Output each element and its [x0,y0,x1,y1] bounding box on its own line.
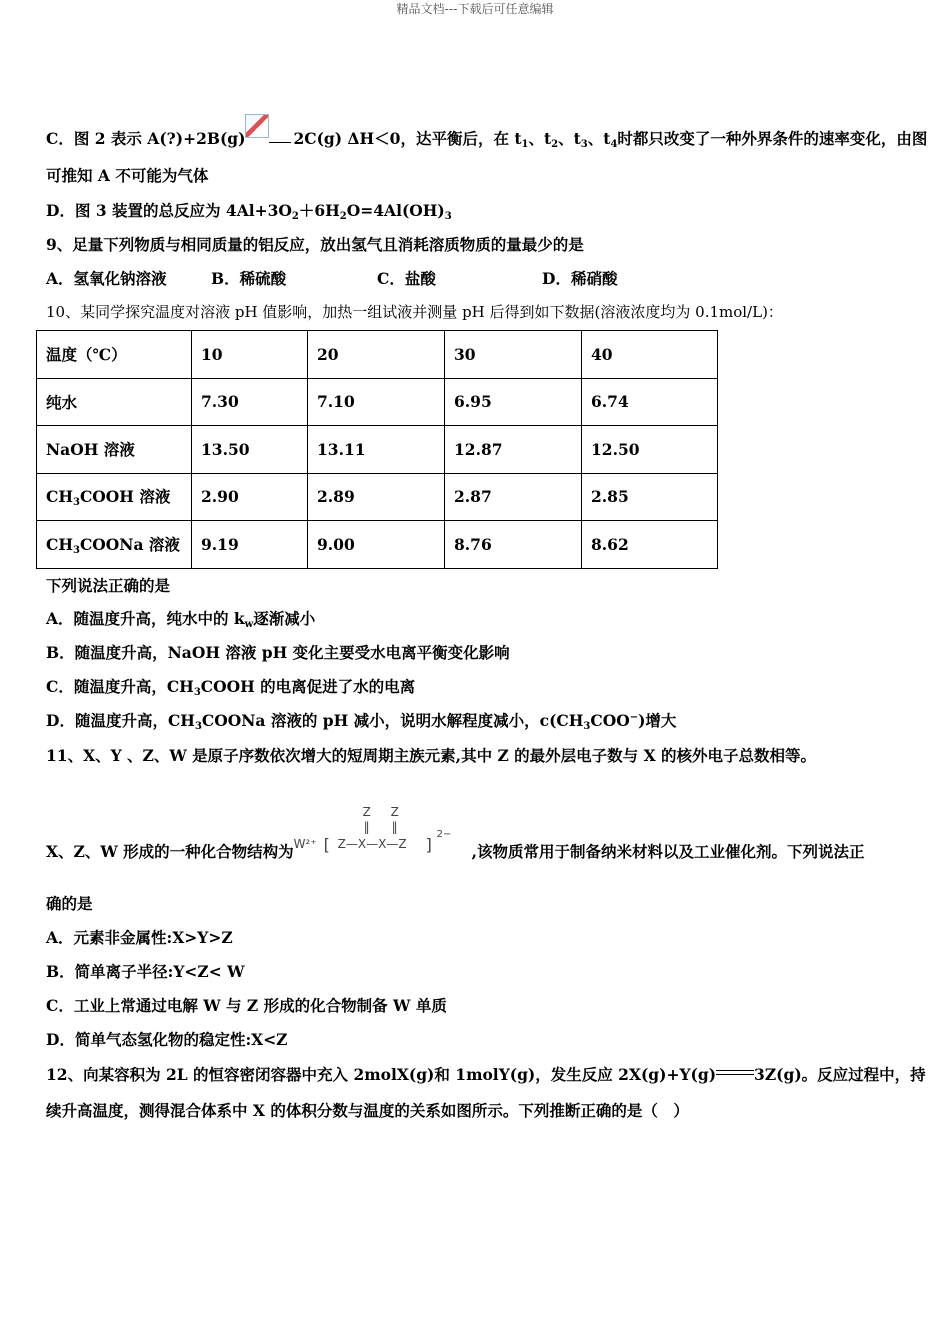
table-cell: 7.10 [308,378,445,426]
q11-option-b: B．简单离子半径:Y<Z< W [46,962,245,981]
table-cell: 20 [308,331,445,379]
sep: 、t [528,129,552,148]
q12-stem [46,1063,926,1085]
sep: 、t [587,129,611,148]
table-cell: 8.76 [445,521,582,569]
q10-lead: 下列说法正确的是 [46,576,171,595]
sub: 3 [580,139,588,150]
text: CH [46,487,73,507]
q8c-text-c: 时都只改变了一种外界条件的速率变化，由图 [617,129,928,148]
table-cell [37,473,192,521]
text: )增大 [638,711,677,730]
sub: 3 [72,497,80,509]
sub: 1 [521,139,529,150]
table-cell: 9.00 [308,521,445,569]
table-cell: 7.30 [192,378,308,426]
text: COOH 溶液 [79,487,171,507]
sub: 3 [193,687,201,698]
table-cell: 13.50 [192,426,308,474]
q9-option-a: A．氢氧化钠溶液 [46,269,167,288]
text: COO [590,711,630,730]
q10-option-a [46,607,315,630]
table-cell: 30 [445,331,582,379]
struct-cation: W²⁺ [293,837,317,851]
text: 12、向某容积为 2L 的恒容密闭容器中充入 2molX(g)和 1molY(g)，发生反应 2X(g)+Y(g) [46,1065,717,1084]
q12-line2: 续升高温度，测得混合体系中 X 的体积分数与温度的关系如图所示。下列推断正确的是（ ） [46,1101,689,1120]
q8c-line2: 可推知 A 不可能为气体 [46,166,209,185]
text: C．随温度升高，CH [46,677,194,696]
text: A．随温度升高，纯水中的 k [46,609,245,628]
table-row [37,426,718,474]
table-header-row [37,331,718,379]
q9-option-d: D．稀硝酸 [542,269,618,288]
sub: 3 [194,721,202,732]
text: ,该物质常用于制备纳米材料以及工业催化剂。下列说法正 [471,842,865,861]
table-cell: 2.85 [582,473,718,521]
sup: − [629,712,639,723]
struct-double-bond-1: ‖ [363,820,370,834]
table-cell: 12.87 [445,426,582,474]
table-cell: 2.89 [308,473,445,521]
text: COONa 溶液的 pH 减小，说明水解程度减小，c(CH [201,711,584,730]
table-cell: 6.95 [445,378,582,426]
struct-chain: Z—X—X—Z [337,837,407,851]
equilibrium-arrow-icon [716,1068,754,1078]
sub: 3 [444,211,452,222]
text: 3Z(g)。反应过程中，持 [754,1065,926,1084]
text: ＋6H [298,201,340,220]
page-header: 精品文档---下载后可任意编辑 [396,2,554,16]
text: D．图 3 装置的总反应为 4Al+3O [46,201,292,220]
table-row [37,521,718,569]
sub: 2 [291,211,299,222]
broken-image-icon [245,114,269,138]
table-cell: 纯水 [37,378,192,426]
struct-right-bracket: ] [425,835,432,854]
table-cell: 40 [582,331,718,379]
table-row [37,378,718,426]
text: X、Z、W 形成的一种化合物结构为 [46,842,294,861]
table-cell: 10 [192,331,308,379]
table-row [37,473,718,521]
ph-data-table [36,330,718,569]
struct-top-atom-1: Z [362,805,371,819]
text: COONa 溶液 [79,534,180,554]
q8-option-d [46,199,452,222]
q10-option-c [46,675,415,698]
equilibrium-line [269,142,291,143]
struct-left-bracket: [ [323,835,330,854]
q9-stem: 9、足量下列物质与相同质量的铝反应，放出氢气且消耗溶质物质的量最少的是 [46,235,584,254]
text: O=4Al(OH) [346,201,445,220]
table-cell: 2.87 [445,473,582,521]
sub: 4 [610,139,618,150]
sep: 、t [558,129,581,148]
table-cell [37,521,192,569]
text: COOH 的电离促进了水的电离 [200,677,416,696]
struct-top-atom-2: Z [390,805,399,819]
q8c-text-a: C．图 2 表示 A(?)+2B(g) [46,129,246,148]
q11-option-a: A．元素非金属性:X>Y>Z [46,928,233,947]
q9-option-c: C．盐酸 [377,269,436,288]
q10-option-d [46,709,676,732]
q10-option-b: B．随温度升高，NaOH 溶液 pH 变化主要受水电离平衡变化影响 [46,643,510,662]
sub: w [244,619,254,630]
sub: 3 [583,721,591,732]
text: D．随温度升高，CH [46,711,195,730]
q9-option-b: B．稀硫酸 [211,269,287,288]
table-cell: 6.74 [582,378,718,426]
q11-line2: 确的是 [46,894,93,913]
struct-charge: 2− [436,829,452,840]
table-cell: 12.50 [582,426,718,474]
q11-option-d: D．简单气态氢化物的稳定性:X<Z [46,1030,288,1049]
q8c-text-b: 2C(g) ΔH＜0，达平衡后，在 t [293,129,522,148]
compound-structure [293,805,472,863]
sub: 2 [339,211,347,222]
sub: 3 [72,544,80,556]
q11-option-c: C．工业上常通过电解 W 与 Z 形成的化合物制备 W 单质 [46,996,447,1015]
table-cell: 9.19 [192,521,308,569]
sub: 2 [551,139,559,150]
q11-structure-line [46,805,865,863]
table-cell: 13.11 [308,426,445,474]
text: CH [46,534,73,554]
text: 逐渐减小 [253,609,316,628]
q11-stem: 11、X、Y 、Z、W 是原子序数依次增大的短周期主族元素,其中 Z 的最外层电子数与 X 的核外电子总数相等。 [46,746,817,765]
struct-double-bond-2: ‖ [391,820,398,834]
q10-stem: 10、某同学探究温度对溶液 pH 值影响，加热一组试液并测量 pH 后得到如下数据(溶液浓度均为 0.1mol/L)： [46,303,783,321]
table-cell: 8.62 [582,521,718,569]
table-cell: NaOH 溶液 [37,426,192,474]
q8-option-c [46,114,927,150]
table-cell: 2.90 [192,473,308,521]
table-cell: 温度（℃） [37,331,192,379]
